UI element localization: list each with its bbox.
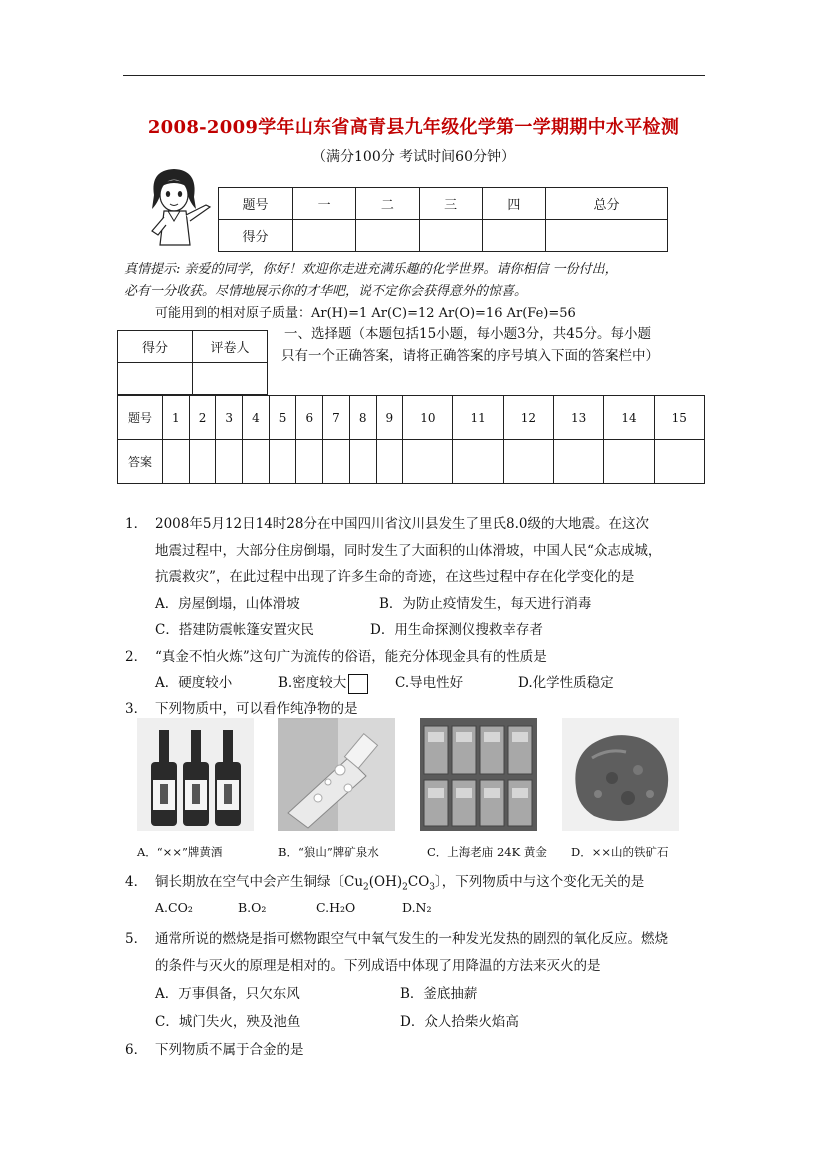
question-2-option-a: A．硬度较小 xyxy=(155,675,233,691)
question-1-line-2: 地震过程中，大部分住房倒塌，同时发生了大面积的山体滑坡，中国人民“众志成城， xyxy=(155,543,662,559)
question-2-number: 2． xyxy=(125,649,148,665)
question-3-text: 下列物质中，可以看作纯净物的是 xyxy=(155,701,358,717)
grader-table-entry-row xyxy=(118,363,268,395)
rice-wine-bottles-image xyxy=(137,718,254,831)
question-5-option-b: B．釜底抽薪 xyxy=(400,986,478,1002)
question-4-option-b: B.O₂ xyxy=(238,900,267,915)
answer-table-cell: 12 xyxy=(503,396,553,440)
question-1-option-a: A．房屋倒塌，山体滑坡 xyxy=(155,596,300,612)
question-2-option-d: D.化学性质稳定 xyxy=(518,675,614,691)
question-4-option-a: A.CO₂ xyxy=(155,900,193,915)
question-6-text: 下列物质不属于合金的是 xyxy=(155,1042,304,1058)
answer-entry-cell[interactable] xyxy=(554,440,604,484)
score-entry-cell[interactable] xyxy=(546,220,668,252)
question-3-option-b: B．“狼山”牌矿泉水 xyxy=(278,845,379,859)
answer-table-cell: 6 xyxy=(296,396,323,440)
score-table-score-row xyxy=(219,220,668,252)
answer-table-cell: 5 xyxy=(269,396,296,440)
score-table-cell: 总分 xyxy=(546,188,668,220)
question-1-option-c: C．搭建防震帐篷安置灾民 xyxy=(155,622,314,638)
question-2-text: “真金不怕火炼”这句广为流传的俗语，能充分体现金具有的性质是 xyxy=(155,649,547,665)
answer-entry-cell[interactable] xyxy=(216,440,243,484)
answer-table-cell: 4 xyxy=(243,396,270,440)
answer-entry-cell[interactable] xyxy=(189,440,216,484)
answer-entry-cell[interactable] xyxy=(503,440,553,484)
grader-entry-cell[interactable] xyxy=(118,363,193,395)
score-entry-cell[interactable] xyxy=(482,220,545,252)
score-table-cell: 四 xyxy=(482,188,545,220)
question-2-option-b xyxy=(278,671,370,694)
answer-entry-cell[interactable] xyxy=(243,440,270,484)
question-5-option-d: D．众人拾柴火焰高 xyxy=(400,1014,519,1030)
score-table xyxy=(218,187,668,252)
answer-table-number-row xyxy=(118,396,705,440)
score-table-cell: 题号 xyxy=(219,188,293,220)
answer-table-cell: 9 xyxy=(376,396,403,440)
answer-table-cell: 2 xyxy=(189,396,216,440)
answer-entry-cell[interactable] xyxy=(604,440,654,484)
answer-table-cell: 15 xyxy=(654,396,704,440)
question-5-option-a: A．万事俱备，只欠东风 xyxy=(155,986,300,1002)
answer-table-cell: 答案 xyxy=(118,440,163,484)
answer-entry-cell[interactable] xyxy=(403,440,453,484)
answer-table xyxy=(117,395,705,484)
answer-table-cell: 11 xyxy=(453,396,503,440)
answer-entry-cell[interactable] xyxy=(163,440,190,484)
question-4-text: 铜长期放在空气中会产生铜绿〔$Cu_2(OH)_2CO_3$〕，下列物质中与这个变化无关的是 xyxy=(155,874,645,893)
question-1-line-3: 抗震救灾”，在此过程中出现了许多生命的奇迹，在这些过程中存在化学变化的是 xyxy=(155,569,635,585)
answer-entry-cell[interactable] xyxy=(296,440,323,484)
answer-entry-cell[interactable] xyxy=(654,440,704,484)
answer-entry-cell[interactable] xyxy=(376,440,403,484)
question-1-number: 1． xyxy=(125,516,148,532)
mineral-water-image xyxy=(278,718,395,831)
atomic-mass-line: 可能用到的相对原子质量：Ar(H)=1 Ar(C)=12 Ar(O)=16 Ar(Fe)=56 xyxy=(155,306,576,321)
exam-subtitle: （满分100分 考试时间60分钟） xyxy=(312,149,515,165)
question-4-text-start: 铜长期放在空气中会产生铜绿〔Cu xyxy=(155,874,364,890)
gold-bars-image xyxy=(420,718,537,831)
score-table-cell: 得分 xyxy=(219,220,293,252)
answer-table-cell: 10 xyxy=(403,396,453,440)
answer-table-cell: 1 xyxy=(163,396,190,440)
section1-instructions: 只有一个正确答案，请将正确答案的序号填入下面的答案栏中） xyxy=(281,348,659,364)
answer-table-answer-row xyxy=(118,440,705,484)
exam-title: 2008-2009学年山东省高青县九年级化学第一学期期中水平检测 xyxy=(147,117,680,138)
question-6-number: 6． xyxy=(125,1042,148,1058)
cartoon-girl-illustration xyxy=(140,165,212,247)
question-3-option-a: A．“××”牌黄酒 xyxy=(137,845,223,859)
question-3-option-c: C．上海老庙 24K 黄金 xyxy=(427,845,547,859)
question-2-option-c: C.导电性好 xyxy=(395,675,464,691)
question-5-line-2: 的条件与灭火的原理是相对的。下列成语中体现了用降温的方法来灭火的是 xyxy=(155,958,601,974)
grader-entry-cell[interactable] xyxy=(193,363,268,395)
section1-heading: 一、选择题（本题包括15小题，每小题3分，共45分。每小题 xyxy=(284,326,651,342)
answer-entry-cell[interactable] xyxy=(349,440,376,484)
question-4-option-d: D.N₂ xyxy=(402,900,432,915)
score-entry-cell[interactable] xyxy=(293,220,356,252)
question-1-option-d: D．用生命探测仪搜救幸存者 xyxy=(370,622,543,638)
answer-entry-cell[interactable] xyxy=(453,440,503,484)
question-4-text-end: 〕，下列物质中与这个变化无关的是 xyxy=(435,874,645,890)
question-3-option-d: D．××山的铁矿石 xyxy=(571,845,669,859)
answer-entry-cell[interactable] xyxy=(269,440,296,484)
grader-table-cell: 评卷人 xyxy=(193,331,268,363)
tip-line-2: 必有一分收获。尽情地展示你的才华吧，说不定你会获得意外的惊喜。 xyxy=(124,284,528,299)
score-table-cell: 三 xyxy=(419,188,482,220)
question-5-option-c: C．城门失火，殃及池鱼 xyxy=(155,1014,301,1030)
answer-table-cell: 3 xyxy=(216,396,243,440)
score-entry-cell[interactable] xyxy=(356,220,419,252)
answer-table-cell: 题号 xyxy=(118,396,163,440)
answer-table-cell: 14 xyxy=(604,396,654,440)
score-table-header-row xyxy=(219,188,668,220)
question-1-option-b: B．为防止疫情发生，每天进行消毒 xyxy=(379,596,592,612)
grader-table-cell: 得分 xyxy=(118,331,193,363)
question-5-number: 5． xyxy=(125,931,148,947)
grader-table xyxy=(117,330,268,395)
tip-line-1: 真情提示: 亲爱的同学，你好！欢迎你走进充满乐趣的化学世界。请你相信 一份付出， xyxy=(124,262,618,277)
grader-table-header-row xyxy=(118,331,268,363)
question-2-option-b-label: B.密度较大 xyxy=(278,675,347,691)
top-rule xyxy=(123,75,705,76)
score-table-cell: 一 xyxy=(293,188,356,220)
question-1-line-1: 2008年5月12日14时28分在中国四川省汶川县发生了里氏8.0级的大地震。在这次 xyxy=(155,516,649,532)
blank-box xyxy=(348,674,368,694)
answer-table-cell: 8 xyxy=(349,396,376,440)
answer-table-cell: 7 xyxy=(323,396,350,440)
answer-table-cell: 13 xyxy=(554,396,604,440)
score-table-cell: 二 xyxy=(356,188,419,220)
question-4-number: 4． xyxy=(125,874,148,890)
question-5-line-1: 通常所说的燃烧是指可燃物跟空气中氧气发生的一种发光发热的剧烈的氧化反应。燃烧 xyxy=(155,931,668,947)
score-entry-cell[interactable] xyxy=(419,220,482,252)
question-3-number: 3． xyxy=(125,701,148,717)
answer-entry-cell[interactable] xyxy=(323,440,350,484)
iron-ore-image xyxy=(562,718,679,831)
question-4-option-c: C.H₂O xyxy=(316,900,356,915)
